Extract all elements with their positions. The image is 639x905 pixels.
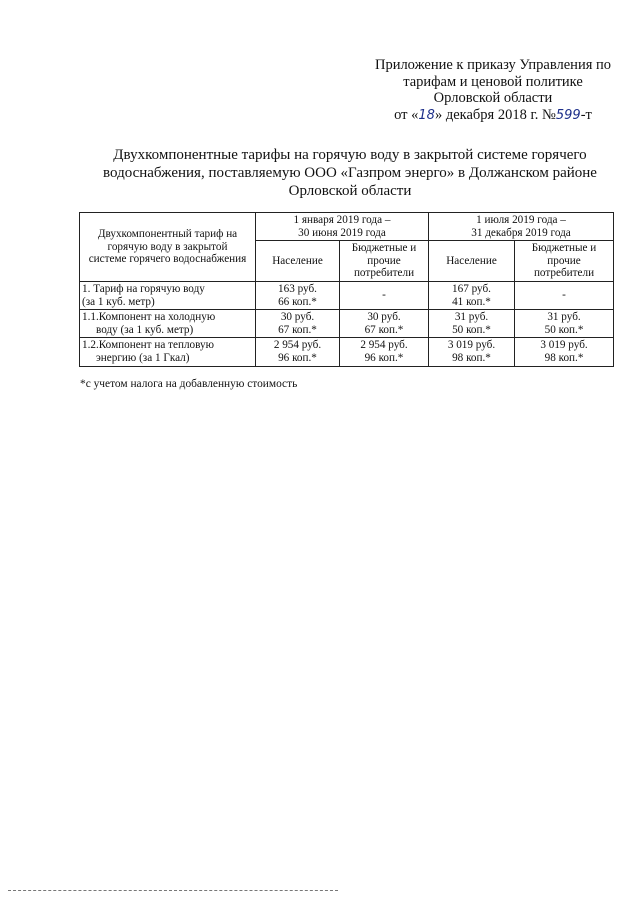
cell-line: 67 коп.* <box>364 323 404 336</box>
row-label-line: (за 1 куб. метр) <box>82 295 155 308</box>
header-period-2 <box>429 213 614 241</box>
handwritten-order-number: 599 <box>555 107 581 123</box>
cell-line: 41 коп.* <box>452 295 491 308</box>
header-population-1: Население <box>256 241 340 282</box>
period-1-line: 1 января 2019 года – <box>293 214 391 226</box>
cell-p2-budget <box>515 281 614 309</box>
budget-line: прочие <box>547 254 581 267</box>
cell-line: 3 019 руб. <box>447 339 496 352</box>
cell-line: 2 954 руб. <box>273 339 322 352</box>
cell-line: 96 коп.* <box>278 351 317 364</box>
handwritten-day: 18 <box>418 107 435 123</box>
header-label-line: Двухкомпонентный тариф на <box>97 228 238 241</box>
vat-footnote: *с учетом налога на добавленную стоимость <box>80 378 298 390</box>
cell-p2-population <box>429 338 515 366</box>
cell-line: 98 коп.* <box>544 351 584 364</box>
scan-edge-divider <box>8 890 338 891</box>
header-tariff-label <box>80 213 256 282</box>
budget-line: Бюджетные и <box>351 242 417 255</box>
cell-line: 96 коп.* <box>364 351 404 364</box>
cell-line: 3 019 руб. <box>540 339 588 352</box>
document-title <box>95 146 605 200</box>
cell-p2-population <box>429 281 515 309</box>
header-budget-2 <box>515 241 614 282</box>
appendix-header <box>352 57 634 124</box>
tariff-table <box>79 212 614 367</box>
cell-p2-budget <box>515 338 614 366</box>
table-row <box>80 310 614 338</box>
cell-line: 50 коп.* <box>544 323 584 336</box>
budget-line: прочие <box>367 254 401 267</box>
cell-line: 30 руб. <box>367 311 401 324</box>
cell-line: - <box>562 289 566 302</box>
title-line-3: Орловской области <box>288 183 412 199</box>
row-label <box>80 338 256 366</box>
table-row <box>80 281 614 309</box>
header-budget-1 <box>340 241 429 282</box>
row-label-line: воду (за 1 куб. метр) <box>96 323 194 336</box>
cell-line: 66 коп.* <box>278 295 317 308</box>
header-population-2: Население <box>429 241 515 282</box>
cell-p2-population <box>429 310 515 338</box>
cell-p1-population <box>256 310 340 338</box>
appendix-line-2: тарифам и ценовой политике <box>403 73 583 90</box>
budget-line: Бюджетные и <box>531 242 597 255</box>
cell-line: 167 руб. <box>452 282 491 295</box>
appendix-line-1: Приложение к приказу Управления по <box>374 57 612 73</box>
row-label-line: 1.2.Компонент на тепловую <box>82 339 214 352</box>
appendix-date-line <box>352 107 634 125</box>
title-line-1: Двухкомпонентные тарифы на горячую воду в закрытой системе горячего <box>113 147 587 163</box>
cell-line: 30 руб. <box>280 311 315 324</box>
header-label-line: горячую воду в закрытой <box>107 240 228 253</box>
header-label-line: системе горячего водоснабжения <box>88 253 247 266</box>
cell-p1-budget <box>340 338 429 366</box>
cell-p1-population <box>256 338 340 366</box>
cell-line: 163 руб. <box>278 282 317 295</box>
period-1-line: 30 июня 2019 года <box>298 226 386 239</box>
budget-line: потребители <box>533 267 595 280</box>
cell-line: 2 954 руб. <box>360 339 408 352</box>
cell-line: 67 коп.* <box>278 323 317 336</box>
cell-p2-budget <box>515 310 614 338</box>
row-label-line: энергию (за 1 Гкал) <box>96 351 190 364</box>
cell-p1-population <box>256 281 340 309</box>
cell-line: - <box>382 289 386 302</box>
row-label-line: 1. Тариф на горячую воду <box>82 282 205 295</box>
cell-p1-budget <box>340 310 429 338</box>
cell-p1-budget <box>340 281 429 309</box>
period-2-line: 31 декабря 2019 года <box>471 226 571 239</box>
cell-line: 50 коп.* <box>452 323 491 336</box>
appendix-line-3: Орловской области <box>433 90 553 106</box>
cell-line: 98 коп.* <box>452 351 491 364</box>
table-header-row-1 <box>80 213 614 241</box>
date-suffix: -т <box>580 106 592 123</box>
table-row <box>80 338 614 366</box>
header-period-1 <box>256 213 429 241</box>
cell-line: 31 руб. <box>454 311 489 324</box>
period-2-line: 1 июля 2019 года – <box>476 214 566 226</box>
row-label <box>80 281 256 309</box>
title-line-2: водоснабжения, поставляемую ООО «Газпром энерго» в Должанском районе <box>103 165 597 181</box>
date-middle: » декабря 2018 г. № <box>434 106 556 123</box>
row-label-line: 1.1.Компонент на холодную <box>82 311 216 324</box>
budget-line: потребители <box>353 267 415 280</box>
row-label <box>80 310 256 338</box>
date-prefix: от « <box>394 106 419 123</box>
cell-line: 31 руб. <box>547 311 581 324</box>
